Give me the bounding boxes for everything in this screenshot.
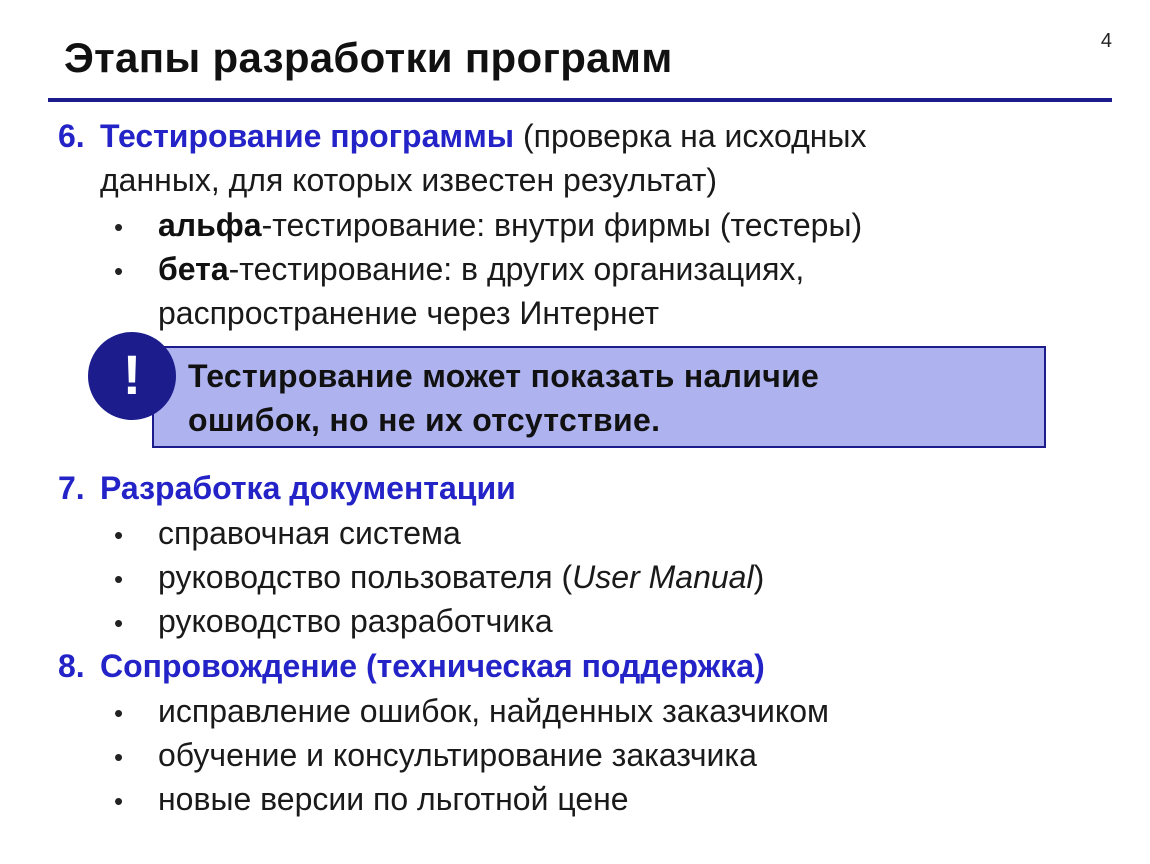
bullet: • bbox=[114, 786, 124, 816]
step8-heading: Сопровождение (техническая поддержка) bbox=[100, 648, 765, 684]
step6-heading: Тестирование программы bbox=[100, 118, 515, 154]
step7-item: справочная система bbox=[158, 515, 461, 551]
note-line1: Тестирование может показать наличие bbox=[188, 358, 820, 394]
step6-item-beta bbox=[158, 251, 804, 288]
step8-item: обучение и консультирование заказчика bbox=[158, 737, 757, 773]
bullet: • bbox=[114, 520, 124, 550]
step7-number: 7. bbox=[58, 470, 85, 506]
step6-line1 bbox=[100, 118, 866, 155]
bullet: • bbox=[114, 564, 124, 594]
step6-number: 6. bbox=[58, 118, 85, 154]
bullet: • bbox=[114, 608, 124, 638]
bullet: • bbox=[114, 698, 124, 728]
slide-number: 4 bbox=[1100, 30, 1112, 52]
user-manual-pre: руководство пользователя ( bbox=[158, 559, 573, 595]
exclamation-icon: ! bbox=[88, 332, 176, 420]
step7-item: руководство разработчика bbox=[158, 603, 553, 639]
step7-heading: Разработка документации bbox=[100, 470, 516, 506]
note-line2: ошибок, но не их отсутствие. bbox=[188, 402, 661, 438]
step8-item: исправление ошибок, найденных заказчиком bbox=[158, 693, 829, 729]
slide-title: Этапы разработки программ bbox=[64, 34, 673, 81]
step8-number: 8. bbox=[58, 648, 85, 684]
step6-item-beta-cont: распространение через Интернет bbox=[158, 295, 660, 331]
alpha-rest: -тестирование: внутри фирмы (тестеры) bbox=[261, 207, 863, 243]
bullet: • bbox=[114, 256, 124, 286]
user-manual-italic: User Manual bbox=[572, 559, 754, 595]
step6-desc-line2: данных, для которых известен результат) bbox=[100, 162, 718, 198]
step7-item-user-manual bbox=[158, 559, 764, 596]
beta-rest: -тестирование: в других организациях, bbox=[228, 251, 805, 287]
bullet: • bbox=[114, 212, 124, 242]
step6-desc-line1: (проверка на исходных bbox=[514, 118, 867, 154]
beta-bold: бета bbox=[158, 251, 229, 287]
step8-item: новые версии по льготной цене bbox=[158, 781, 629, 817]
user-manual-post: ) bbox=[753, 559, 765, 595]
title-underline bbox=[48, 98, 1112, 102]
alpha-bold: альфа bbox=[158, 207, 262, 243]
bullet: • bbox=[114, 742, 124, 772]
step6-item-alpha bbox=[158, 207, 862, 244]
